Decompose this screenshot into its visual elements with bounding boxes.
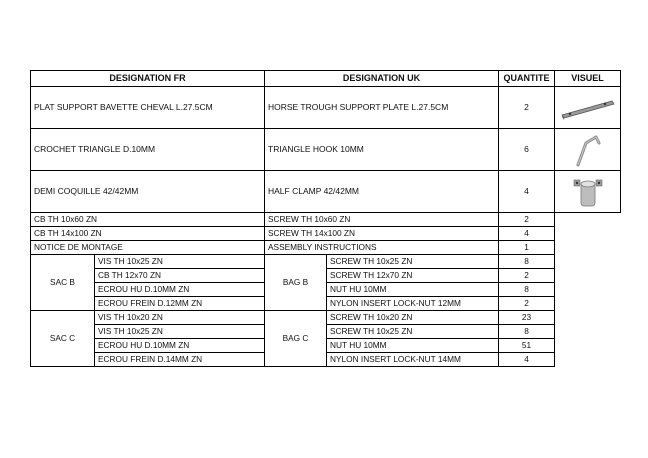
cell-fr: ECROU HU D.10MM ZN: [95, 339, 265, 353]
cell-qty: 51: [499, 339, 555, 353]
clamp-icon: [570, 172, 606, 212]
cell-qty: 6: [499, 129, 555, 171]
cell-fr: PLAT SUPPORT BAVETTE CHEVAL L.27.5CM: [31, 87, 265, 129]
cell-fr: ECROU FREIN D.14MM ZN: [95, 353, 265, 367]
cell-uk: SCREW TH 10x20 ZN: [327, 311, 499, 325]
cell-uk: SCREW TH 10x25 ZN: [327, 325, 499, 339]
cell-uk: TRIANGLE HOOK 10MM: [265, 129, 499, 171]
cell-fr: CROCHET TRIANGLE D.10MM: [31, 129, 265, 171]
hook-icon: [568, 131, 608, 169]
header-quantity: QUANTITE: [499, 71, 555, 87]
cell-qty: 4: [499, 171, 555, 213]
cell-uk: HALF CLAMP 42/42MM: [265, 171, 499, 213]
cell-uk: NUT HU 10MM: [327, 283, 499, 297]
cell-fr: NOTICE DE MONTAGE: [31, 241, 265, 255]
table-row: [31, 171, 621, 213]
cell-qty: 2: [499, 87, 555, 129]
header-designation-uk: DESIGNATION UK: [265, 71, 499, 87]
cell-uk: HORSE TROUGH SUPPORT PLATE L.27.5CM: [265, 87, 499, 129]
cell-qty: 4: [499, 227, 555, 241]
cell-visual: [555, 87, 621, 129]
cell-uk: SCREW TH 10x60 ZN: [265, 213, 499, 227]
cell-qty: 8: [499, 325, 555, 339]
cell-uk: SCREW TH 10x25 ZN: [327, 255, 499, 269]
table-row: [31, 129, 621, 171]
cell-fr: CB TH 12x70 ZN: [95, 269, 265, 283]
bag-label-fr: SAC C: [31, 311, 95, 367]
header-row: [31, 71, 621, 87]
table-row: [31, 213, 621, 227]
cell-fr: VIS TH 10x20 ZN: [95, 311, 265, 325]
bag-label-uk: BAG C: [265, 311, 327, 367]
cell-qty: 2: [499, 297, 555, 311]
table-row: [31, 255, 621, 269]
cell-fr: CB TH 10x60 ZN: [31, 213, 265, 227]
cell-fr: VIS TH 10x25 ZN: [95, 325, 265, 339]
table-row: [31, 227, 621, 241]
cell-uk: NYLON INSERT LOCK-NUT 12MM: [327, 297, 499, 311]
cell-qty: 8: [499, 255, 555, 269]
cell-qty: 8: [499, 283, 555, 297]
bag-label-uk: BAG B: [265, 255, 327, 311]
cell-fr: DEMI COQUILLE 42/42MM: [31, 171, 265, 213]
cell-fr: ECROU FREIN D.12MM ZN: [95, 297, 265, 311]
cell-fr: CB TH 14x100 ZN: [31, 227, 265, 241]
table-row: [31, 87, 621, 129]
cell-visual: [555, 129, 621, 171]
table-row: [31, 241, 621, 255]
cell-qty: 2: [499, 269, 555, 283]
header-visual: VISUEL: [555, 71, 621, 87]
cell-uk: SCREW TH 12x70 ZN: [327, 269, 499, 283]
cell-uk: NUT HU 10MM: [327, 339, 499, 353]
cell-uk: ASSEMBLY INSTRUCTIONS: [265, 241, 499, 255]
cell-qty: 23: [499, 311, 555, 325]
bag-label-fr: SAC B: [31, 255, 95, 311]
cell-uk: SCREW TH 14x100 ZN: [265, 227, 499, 241]
table-row: [31, 311, 621, 325]
cell-qty: 4: [499, 353, 555, 367]
cell-visual: [555, 171, 621, 213]
cell-qty: 2: [499, 213, 555, 227]
cell-qty: 1: [499, 241, 555, 255]
header-designation-fr: DESIGNATION FR: [31, 71, 265, 87]
plate-icon: [558, 93, 618, 123]
cell-fr: VIS TH 10x25 ZN: [95, 255, 265, 269]
cell-fr: ECROU HU D.10MM ZN: [95, 283, 265, 297]
cell-uk: NYLON INSERT LOCK-NUT 14MM: [327, 353, 499, 367]
parts-table: [30, 70, 621, 367]
